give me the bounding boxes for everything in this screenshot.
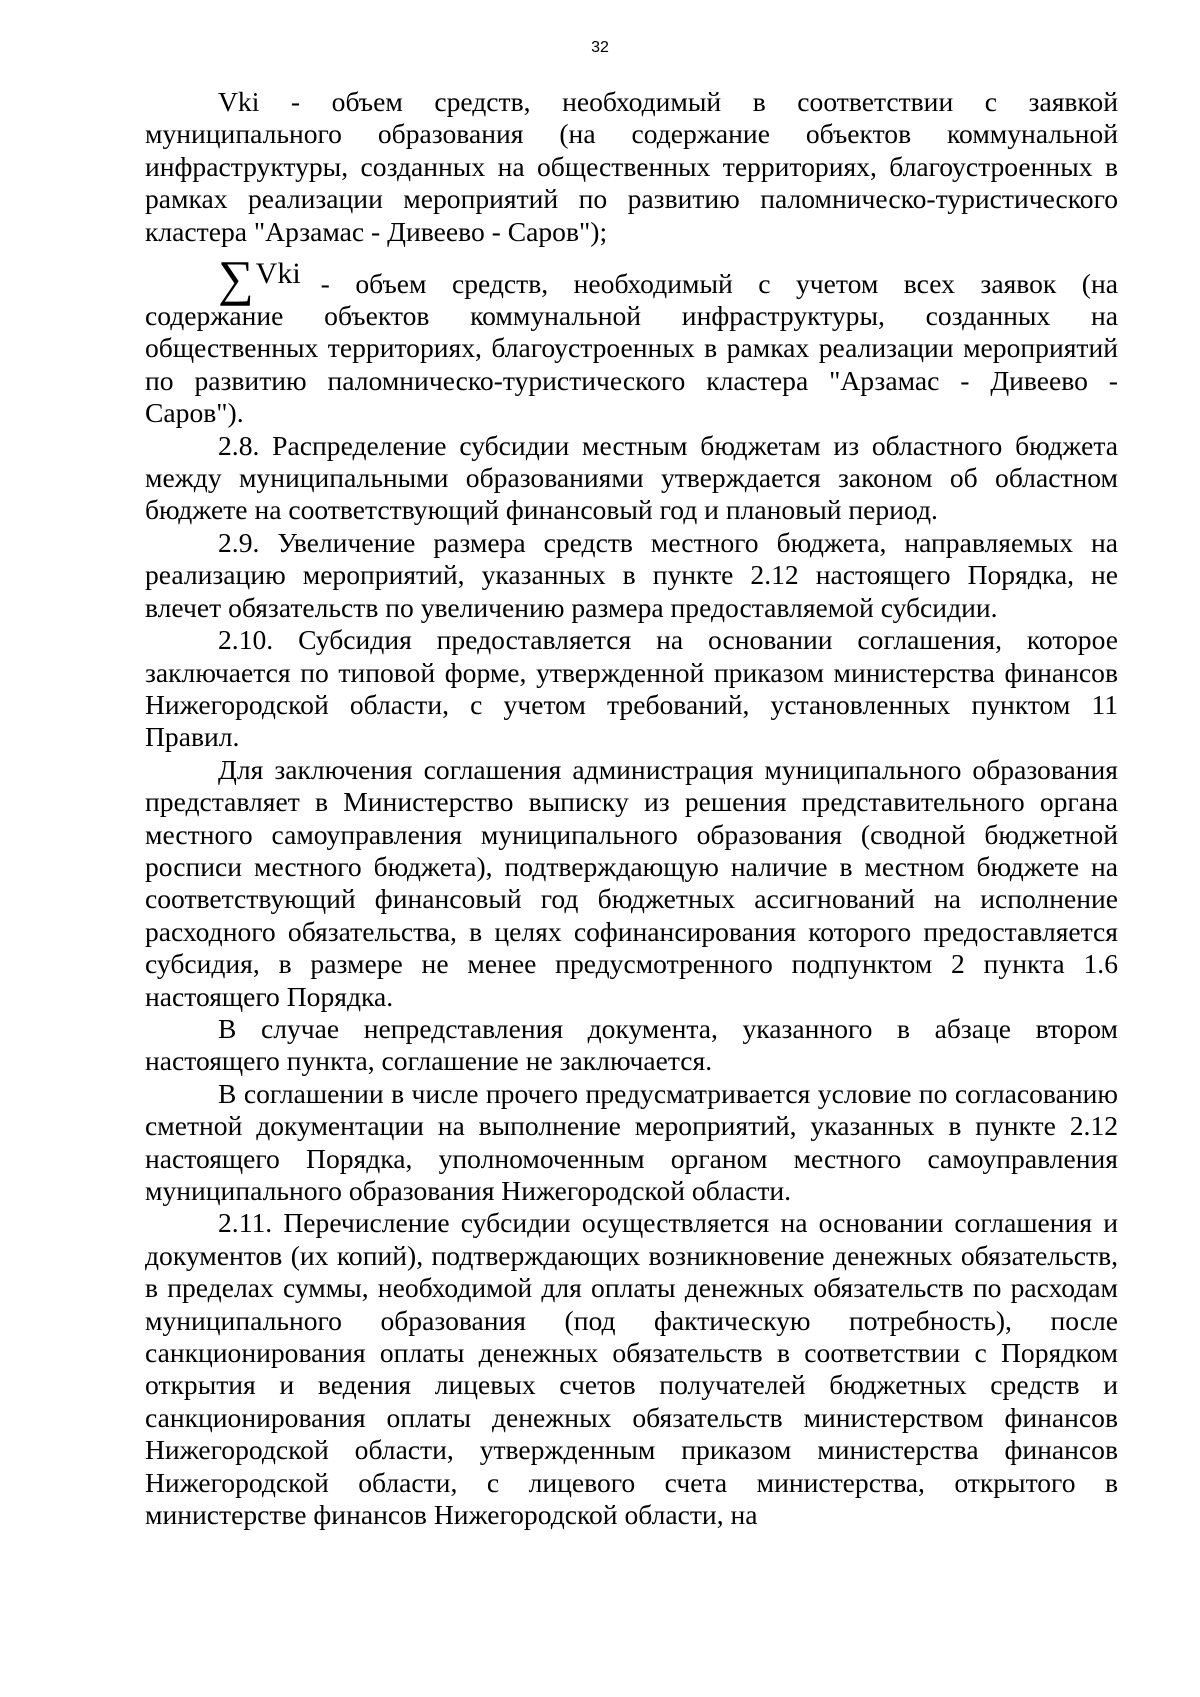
paragraph-agreement-documents: Для заключения соглашения администрация муниципального образования представляет в Министерство выписку из решения представительного органа местного самоуправления муниципального образования (сводной бюджетной росписи местного бюджета), подтверждающую наличие в местном бюджете на соответствующий финансовый год бюджетных ассигнований на исполнение расходного обязательства, в целях софинансирования которого предоставляется субсидия, в размере не менее предусмотренного подпунктом 2 пункта 1.6 настоящего Порядка. [145, 753, 1118, 1012]
sum-formula-line [145, 250, 1118, 307]
sum-definition-first-line: - объем средств, необходимый с учетом всех заявок (на [320, 267, 1118, 299]
sum-definition-continuation: содержание объектов коммунальной инфраструктуры, созданных на общественных территориях, благоустроенных в рамках реализации мероприятий по развитию паломническо-туристического кластера "Арзамас - Дивеево - Саров"). [145, 300, 1118, 429]
paragraph-2-9: 2.9. Увеличение размера средств местного бюджета, направляемых на реализацию мероприятий, указанных в пункте 2.12 настоящего Порядка, не влечет обязательств по увеличению размера предоставляемой субсидии. [145, 526, 1118, 623]
paragraph-agreement-conditions: В соглашении в числе прочего предусматривается условие по согласованию сметной документации на выполнение мероприятий, указанных в пункте 2.12 настоящего Порядка, уполномоченным органом местного самоуправления муниципального образования Нижегородской области. [145, 1077, 1118, 1206]
paragraph-2-11: 2.11. Перечисление субсидии осуществляется на основании соглашения и документов (их копий), подтверждающих возникновение денежных обязательств, в пределах суммы, необходимой для оплаты денежных обязательств по расходам муниципального образования (под фактическую потребность), после санкционирования оплаты денежных обязательств в соответствии с Порядком открытия и ведения лицевых счетов получателей бюджетных средств и санкционирования оплаты денежных обязательств министерством финансов Нижегородской области, утвержденным приказом министерства финансов Нижегородской области, с лицевого счета министерства, открытого в министерстве финансов Нижегородской области, на [145, 1207, 1118, 1531]
sum-symbol: ∑ [218, 250, 254, 307]
document-body [145, 86, 1118, 1531]
paragraph-vki-definition: Vki - объем средств, необходимый в соответствии с заявкой муниципального образования (на содержание объектов коммунальной инфраструктуры, созданных на общественных территориях, благоустроенных в рамках реализации мероприятий по развитию паломническо-туристического кластера "Арзамас - Дивеево - Саров"); [145, 86, 1118, 247]
paragraph-2-10: 2.10. Субсидия предоставляется на основании соглашения, которое заключается по типовой форме, утвержденной приказом министерства финансов Нижегородской области, с учетом требований, установленных пунктом 11 Правил. [145, 624, 1118, 753]
paragraph-no-agreement: В случае непредставления документа, указанного в абзаце втором настоящего пункта, соглашение не заключается. [145, 1012, 1118, 1077]
paragraph-2-8: 2.8. Распределение субсидии местным бюджетам из областного бюджета между муниципальными образованиями утверждается законом об областном бюджете на соответствующий финансовый год и плановый период. [145, 429, 1118, 526]
sum-variable: Vki [255, 257, 301, 291]
page-number: 32 [591, 39, 609, 56]
